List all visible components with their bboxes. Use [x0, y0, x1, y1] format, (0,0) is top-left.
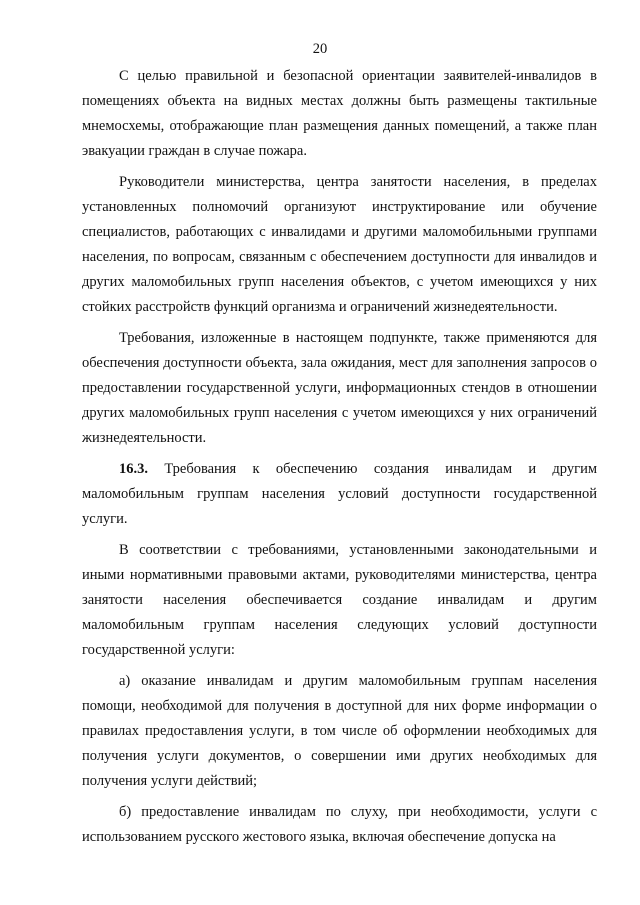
paragraph-staff-training: Руководители министерства, центра занятости населения, в пределах установленных полномочий организуют инструктирование или обучение специалистов, работающих с инвалидами и другими маломобильными группами населения, по вопросам, связанным с обеспечением доступности для инвалидов и других маломобильных групп населения объектов, с учетом имеющихся у них стойких расстройств функций организма и ограничений жизнедеятельности. [82, 174, 597, 315]
section-16-3-heading [82, 457, 597, 532]
document-body [82, 64, 597, 856]
section-number: 16.3. [119, 461, 148, 477]
list-item-a: а) оказание инвалидам и другим маломобильным группам населения помощи, необходимой для получения в доступной для них форме информации о правилах предоставления услуги, в том числе об оформлении необходимых для получения услуги документов, о совершении ими других необходимых для получения услуги действий; [82, 673, 597, 789]
paragraph-accessibility-requirements: Требования, изложенные в настоящем подпункте, также применяются для обеспечения доступности объекта, зала ожидания, мест для заполнения запросов о предоставлении государственной услуги, информационных стендов в отношении других маломобильных групп населения с учетом имеющихся у них ограничений жизнедеятельности. [82, 330, 597, 446]
list-item-b: б) предоставление инвалидам по слуху, при необходимости, услуги с использованием русского жестового языка, включая обеспечение допуска на [82, 804, 597, 845]
page-number: 20 [312, 41, 328, 57]
paragraph-tactile-schemes: С целью правильной и безопасной ориентации заявителей-инвалидов в помещениях объекта на видных местах должны быть размещены тактильные мнемосхемы, отображающие план размещения данных помещений, а также план эвакуации граждан в случае пожара. [82, 68, 597, 159]
section-16-3-text: Требования к обеспечению создания инвалидам и другим маломобильным группам населения условий доступности государственной услуги. [82, 461, 598, 527]
paragraph-conditions-intro: В соответствии с требованиями, установленными законодательными и иными нормативными правовыми актами, руководителями министерства, центра занятости населения обеспечивается создание инвалидам и другим маломобильным группам населения следующих условий доступности государственной услуги: [82, 542, 597, 658]
